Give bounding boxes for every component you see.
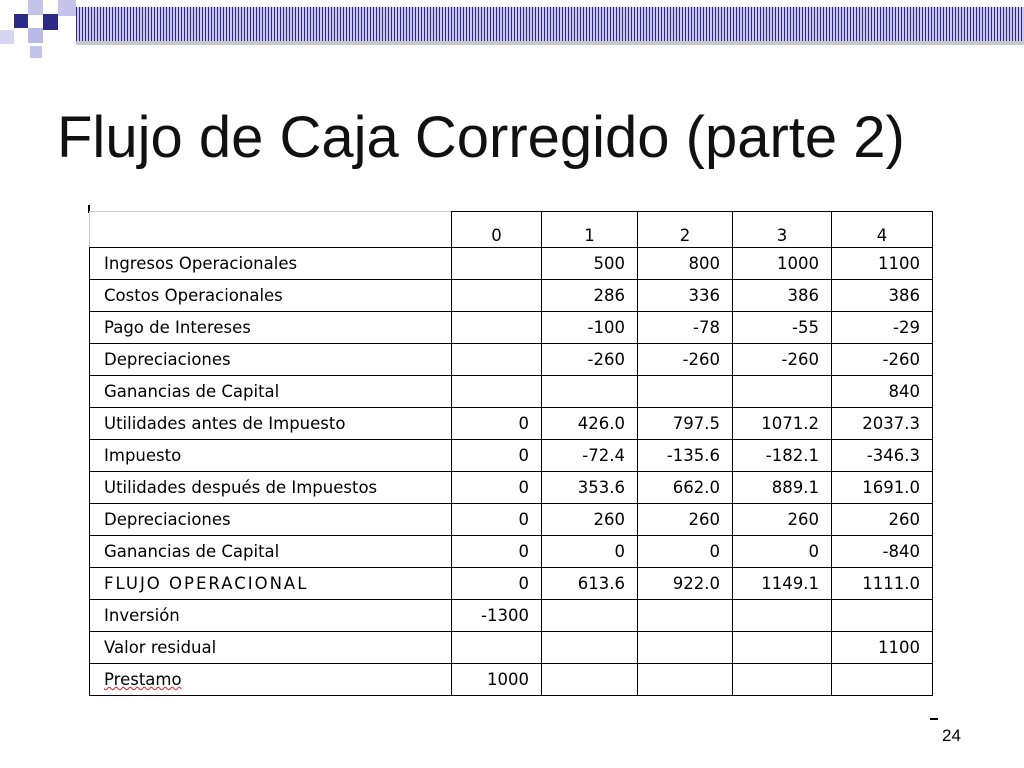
row-label: Impuesto (90, 440, 452, 472)
table-cell: -260 (733, 344, 832, 376)
table-cell (733, 664, 832, 696)
table-row (90, 472, 933, 504)
table-cell (638, 600, 733, 632)
table-cell: 1111.0 (832, 568, 933, 600)
table-cell: 0 (452, 408, 542, 440)
table-cell: 662.0 (638, 472, 733, 504)
table-cell: 500 (542, 248, 638, 280)
table-cell (452, 280, 542, 312)
table-cell (733, 376, 832, 408)
row-label: Utilidades después de Impuestos (90, 472, 452, 504)
table-row (90, 312, 933, 344)
corner-decoration (0, 0, 80, 60)
table-row (90, 600, 933, 632)
table-cell: 1071.2 (733, 408, 832, 440)
table-cell: 260 (832, 504, 933, 536)
page-number: 24 (942, 726, 961, 745)
row-label: Costos Operacionales (90, 280, 452, 312)
header-cell: 3 (733, 212, 832, 248)
row-label: Depreciaciones (90, 504, 452, 536)
header-cell: 0 (452, 212, 542, 248)
table-cell: 922.0 (638, 568, 733, 600)
table-row (90, 248, 933, 280)
table-cell: 0 (733, 536, 832, 568)
table-cell (542, 376, 638, 408)
header-cell: 2 (638, 212, 733, 248)
table-cell (542, 600, 638, 632)
table-cell: 0 (638, 536, 733, 568)
row-label: Prestamo (90, 664, 452, 696)
table-cell (733, 600, 832, 632)
table-cell (733, 632, 832, 664)
deco-square-lavender-2 (28, 28, 43, 43)
table-row (90, 504, 933, 536)
row-label: Pago de Intereses (90, 312, 452, 344)
table-cell: 1100 (832, 248, 933, 280)
table-cell: 260 (638, 504, 733, 536)
table-cell: -260 (542, 344, 638, 376)
table-row (90, 376, 933, 408)
table-cell: 0 (452, 472, 542, 504)
table-cell: -135.6 (638, 440, 733, 472)
table-cell (452, 376, 542, 408)
table-cell: -72.4 (542, 440, 638, 472)
table-cell: 0 (452, 568, 542, 600)
table-cell: -29 (832, 312, 933, 344)
table-row (90, 536, 933, 568)
row-label: Valor residual (90, 632, 452, 664)
table-cell: 286 (542, 280, 638, 312)
deco-square-lavender-4 (30, 46, 42, 58)
table-cell (452, 248, 542, 280)
table-row (90, 568, 933, 600)
table-row (90, 408, 933, 440)
table-cell: 889.1 (733, 472, 832, 504)
table-cell (832, 664, 933, 696)
table-cell (452, 632, 542, 664)
table-cell: 336 (638, 280, 733, 312)
table-cell: 1100 (832, 632, 933, 664)
table-row (90, 280, 933, 312)
table-cell (452, 344, 542, 376)
table-cell: 386 (832, 280, 933, 312)
table-cell: -78 (638, 312, 733, 344)
header-rule (76, 41, 1024, 45)
table-cell: 1691.0 (832, 472, 933, 504)
table-cell: 800 (638, 248, 733, 280)
table-cell: 0 (452, 504, 542, 536)
table-row (90, 440, 933, 472)
deco-square-navy (43, 14, 58, 30)
header-cell: 4 (832, 212, 933, 248)
table-cell: 1000 (733, 248, 832, 280)
table-cell: 2037.3 (832, 408, 933, 440)
header-cell: 1 (542, 212, 638, 248)
table-cell: -260 (638, 344, 733, 376)
table-cell: 797.5 (638, 408, 733, 440)
table-cell: -840 (832, 536, 933, 568)
table-cell (638, 376, 733, 408)
table-row (90, 664, 933, 696)
table-cell: 840 (832, 376, 933, 408)
row-label: Inversión (90, 600, 452, 632)
slide-title: Flujo de Caja Corregido (parte 2) (57, 105, 905, 170)
deco-square-navy-small (14, 14, 28, 28)
table-cell: 0 (452, 536, 542, 568)
table-cell (638, 632, 733, 664)
table-cell (832, 600, 933, 632)
table-cell: -55 (733, 312, 832, 344)
table-row (90, 344, 933, 376)
row-label: Ganancias de Capital (90, 376, 452, 408)
row-label: Utilidades antes de Impuesto (90, 408, 452, 440)
table-cell (452, 312, 542, 344)
table-row (90, 632, 933, 664)
table-cell: 260 (542, 504, 638, 536)
table-cell: -182.1 (733, 440, 832, 472)
table-cell: -346.3 (832, 440, 933, 472)
table-cell: 353.6 (542, 472, 638, 504)
table-cell: 0 (542, 536, 638, 568)
header-stripe (76, 7, 1024, 41)
table-cell: -1300 (452, 600, 542, 632)
table-cell (638, 664, 733, 696)
table-cell (542, 632, 638, 664)
table-cell: 260 (733, 504, 832, 536)
table-cell: -260 (832, 344, 933, 376)
row-label: Depreciaciones (90, 344, 452, 376)
deco-square-lavender-5 (0, 30, 14, 44)
corner-tick-bottom (930, 718, 938, 720)
table-cell: 1000 (452, 664, 542, 696)
row-label: Ingresos Operacionales (90, 248, 452, 280)
row-label: FLUJO OPERACIONAL (90, 568, 452, 600)
table-cell: 426.0 (542, 408, 638, 440)
deco-square-lavender-3 (58, 0, 76, 16)
row-label: Ganancias de Capital (90, 536, 452, 568)
deco-square-lavender (28, 0, 43, 15)
header-cell-blank (90, 212, 452, 248)
table-cell: 1149.1 (733, 568, 832, 600)
cash-flow-table (89, 211, 933, 696)
table-cell (542, 664, 638, 696)
table-cell: -100 (542, 312, 638, 344)
table-cell: 386 (733, 280, 832, 312)
table-cell: 0 (452, 440, 542, 472)
table-cell: 613.6 (542, 568, 638, 600)
table-header-row (90, 212, 933, 248)
